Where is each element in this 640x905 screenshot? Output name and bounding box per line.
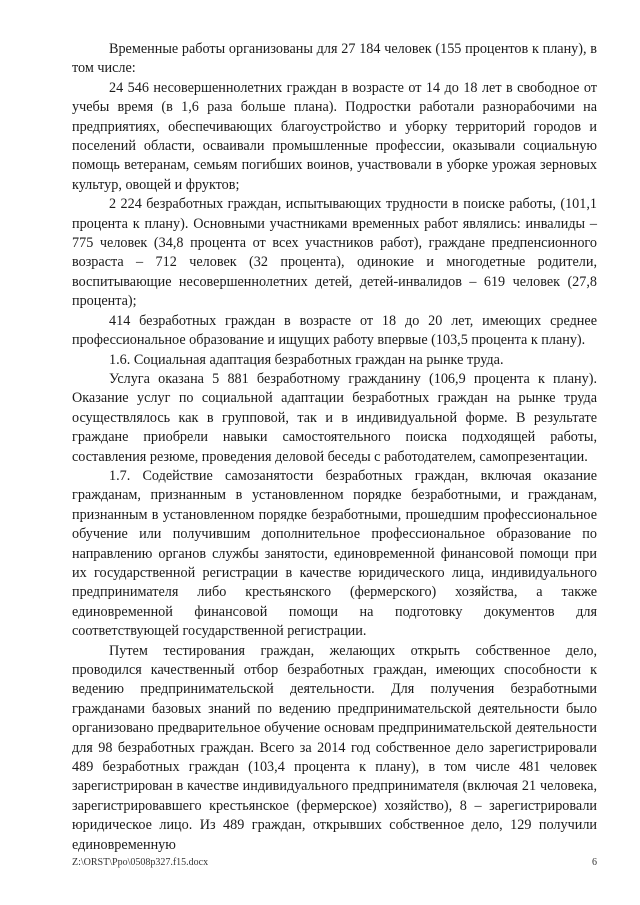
paragraph-temporary-work-intro: Временные работы организованы для 27 184 человек (155 процентов к плану), в том числе:: [72, 41, 597, 77]
footer-page-number: 6: [592, 857, 597, 868]
paragraph-self-employment: Путем тестирования граждан, желающих открыть собственное дело, проводился качественный отбор безработных граждан, имеющих способности к ведению предпринимательской деятельности. Для получения безработными гражданами базовых знаний по ведению предпринимательской деятельности было организовано предварительное обучение основам предпринимательской деятельности для 98 безработных граждан. Всего за 2014 год собственное дело зарегистрировали 489 безработных граждан (103,4 процента к плану), в том числе 481 человек зарегистрирован в качестве индивидуального предпринимателя (включая 21 человека, зарегистрировавшего крестьянское (фермерское) хозяйство), 8 – зарегистрировали юридическое лицо. Из 489 граждан, открывших собственное дело, 129 получили единовременную: [72, 642, 597, 853]
document-body: [72, 40, 597, 855]
paragraph-young-graduates: 414 безработных граждан в возрасте от 18 до 20 лет, имеющих среднее профессиональное образование и ищущих работу впервые (103,5 процента к плану).: [72, 312, 597, 349]
section-heading-1-7: 1.7. Содействие самозанятости безработных граждан, включая оказание гражданам, признанным в установленном порядке безработными, и гражданам, признанным в установленном порядке безработными, прошедшим профессиональное обучение или получившим дополнительное профессиональное образование по направлению органов службы занятости, единовременной финансовой помощи при их государственной регистрации в качестве юридического лица, индивидуального предпринимателя либо крестьянского (фермерского) хозяйства, а также единовременной финансовой помощи на подготовку документов для соответствующей государственной регистрации.: [72, 467, 597, 640]
paragraph-minors: 24 546 несовершеннолетних граждан в возрасте от 14 до 18 лет в свободное от учебы время (в 1,6 раза больше плана). Подростки работали разнорабочими на предприятиях, обеспечивающих благоустройство и уборку территорий городов и поселений области, осваивали промышленные профессии, оказывали социальную помощь ветеранам, семьям погибших воинов, участвовали в уборке урожая зерновых культур, овощей и фруктов;: [72, 79, 597, 193]
footer-file-path: Z:\ORST\Ppo\0508p327.f15.docx: [72, 857, 209, 868]
paragraph-social-adaptation: Услуга оказана 5 881 безработному гражданину (106,9 процента к плану). Оказание услуг по социальной адаптации безработных граждан на рынке труда осуществлялось как в групповой, так и в индивидуальной форме. В результате граждане приобрели навыки самостоятельного поиска подходящей работы, составления резюме, проведения деловой беседы с работодателем, самопрезентации.: [72, 370, 597, 465]
section-heading-1-6: 1.6. Социальная адаптация безработных граждан на рынке труда.: [109, 351, 504, 368]
paragraph-job-seekers-difficulty: 2 224 безработных граждан, испытывающих трудности в поиске работы, (101,1 процента к плану). Основными участниками временных работ являлись: инвалиды – 775 человек (34,8 процента от всех участников работ), граждане предпенсионного возраста – 712 человек (32 процента), одинокие и многодетные родители, воспитывающие несовершеннолетних детей, детей-инвалидов – 619 человек (27,8 процента);: [72, 196, 597, 310]
